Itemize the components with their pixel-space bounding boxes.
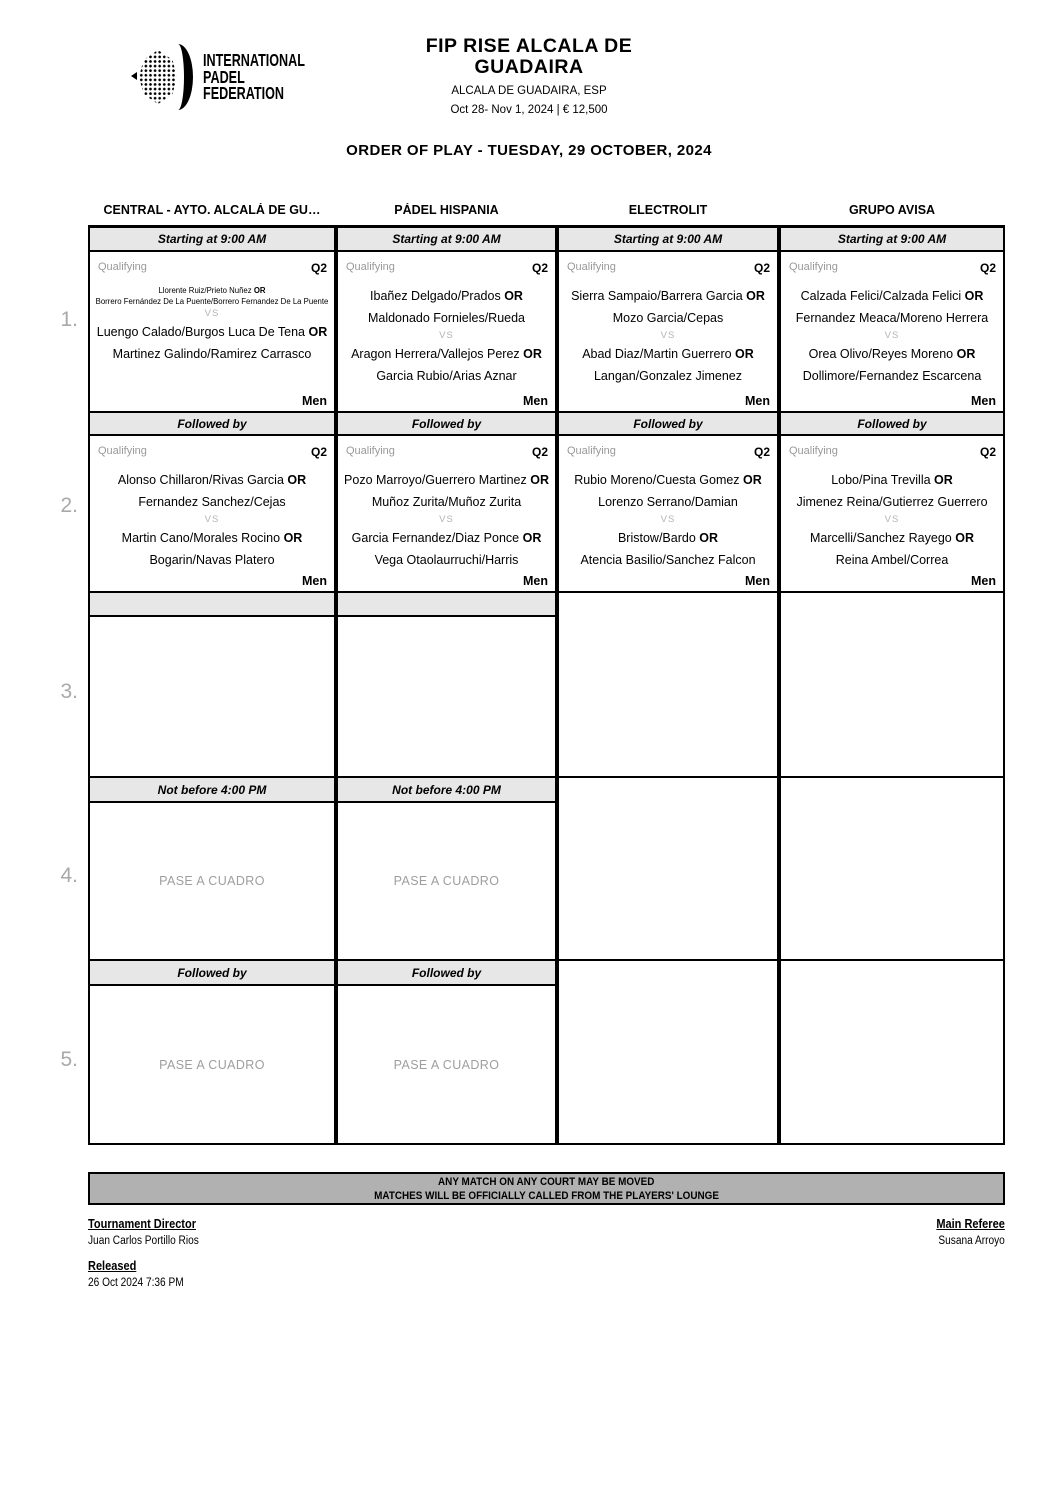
qualifying-label: Qualifying <box>346 261 395 273</box>
slot-header: Followed by <box>90 413 334 436</box>
team-line: Maldonado Fornieles/Rueda <box>367 311 526 325</box>
event-dates-prize: Oct 28- Nov 1, 2024 | € 12,500 <box>450 104 608 116</box>
empty-slot <box>781 593 1003 778</box>
team-line: Vega Otaolaurruchi/Harris <box>374 553 519 567</box>
round-label: Q2 <box>753 261 770 275</box>
vs-label: VS <box>884 514 900 525</box>
court-name: GRUPO AVISA <box>848 203 936 217</box>
page-footer <box>88 1172 1005 1297</box>
team-line: Luengo Calado/Burgos Luca De Tena OR <box>96 325 328 339</box>
team-line: Mozo Garcia/Cepas <box>612 311 724 325</box>
court-grid <box>557 225 779 1145</box>
category-label: Men <box>971 394 996 408</box>
team-line: Borrero Fernández De La Puente/Borrero Fernandez De La Puente <box>95 297 329 306</box>
team-line: Pozo Marroyo/Guerrero Martinez OR <box>344 473 549 487</box>
team-line: Marcelli/Sanchez Rayego OR <box>810 531 974 545</box>
match-cell <box>338 436 555 593</box>
row-number-2: 2. <box>60 494 78 517</box>
category-label: Men <box>523 574 548 588</box>
category-label: Men <box>302 574 327 588</box>
round-label: Q2 <box>531 261 548 275</box>
footer-right-block <box>937 1217 1005 1247</box>
team-line: Orea Olivo/Reyes Moreno OR <box>808 347 976 361</box>
event-title <box>299 36 759 78</box>
round-label: Q2 <box>310 445 327 459</box>
team-line: Sierra Sampaio/Barrera Garcia OR <box>571 289 765 303</box>
team-line: Fernandez Meaca/Moreno Herrera <box>795 311 989 325</box>
team-line: Langan/Gonzalez Jimenez <box>593 369 742 383</box>
empty-slot <box>559 593 777 778</box>
qualifying-label: Qualifying <box>567 445 616 457</box>
court-columns <box>88 203 1005 1145</box>
team-line: Garcia Rubio/Arias Aznar <box>376 369 517 383</box>
category-label: Men <box>302 394 327 408</box>
vs-label: VS <box>884 330 900 341</box>
slot-header-empty <box>338 593 555 617</box>
slot-header: Starting at 9:00 AM <box>559 228 777 252</box>
match-cell <box>781 252 1003 413</box>
court-grid <box>779 225 1005 1145</box>
round-label: Q2 <box>979 445 996 459</box>
slot-header-empty <box>90 593 334 617</box>
slot-header: Starting at 9:00 AM <box>90 228 334 252</box>
qualifying-label: Qualifying <box>789 445 838 457</box>
category-label: Men <box>971 574 996 588</box>
match-cell <box>781 436 1003 593</box>
vs-label: VS <box>439 330 454 341</box>
team-line: Atencia Basilio/Sanchez Falcon <box>580 553 756 567</box>
empty-slot <box>338 617 555 778</box>
team-line: Dollimore/Fernandez Escarcena <box>802 369 982 383</box>
qualifying-label: Qualifying <box>98 261 147 273</box>
logo-word-3: FEDERATION <box>203 83 284 104</box>
slot-header: Followed by <box>90 961 334 986</box>
team-line: Calzada Felici/Calzada Felici OR <box>800 289 984 303</box>
category-label: Men <box>745 394 770 408</box>
team-line: Muñoz Zurita/Muñoz Zurita <box>371 495 522 509</box>
vs-label: VS <box>660 514 676 525</box>
event-title-line2: GUADAIRA <box>474 56 584 78</box>
note-line-2: MATCHES WILL BE OFFICIALLY CALLED FROM THE PLAYERS' LOUNGE <box>374 1189 719 1202</box>
note-line-1: ANY MATCH ON ANY COURT MAY BE MOVED <box>438 1175 655 1188</box>
event-header <box>299 36 759 116</box>
match-cell <box>338 252 555 413</box>
team-line: Martin Cano/Morales Rocino OR <box>121 531 303 545</box>
order-of-play-title: ORDER OF PLAY - TUESDAY, 29 OCTOBER, 2024 <box>346 142 712 159</box>
pase-a-cuadro-slot: PASE A CUADRO <box>90 986 334 1143</box>
released-label: Released <box>88 1259 137 1273</box>
court-column-grupo-avisa <box>779 203 1005 1145</box>
logo-crescent-icon <box>163 44 193 110</box>
empty-slot <box>781 961 1003 1143</box>
logo-wordmark <box>203 52 305 102</box>
team-line: Bristow/Bardo OR <box>617 531 719 545</box>
row-number-3: 3. <box>60 680 78 703</box>
empty-slot <box>90 617 334 778</box>
team-line: Alonso Chillaron/Rivas Garcia OR <box>117 473 307 487</box>
team-line: Martinez Galindo/Ramirez Carrasco <box>112 347 312 361</box>
court-column-electrolit <box>557 203 779 1145</box>
empty-slot <box>781 778 1003 961</box>
category-label: Men <box>523 394 548 408</box>
team-line: Bogarin/Navas Platero <box>149 553 275 567</box>
category-label: Men <box>745 574 770 588</box>
vs-label: VS <box>204 514 220 525</box>
pase-a-cuadro-slot: PASE A CUADRO <box>90 803 334 961</box>
slot-header: Starting at 9:00 AM <box>338 228 555 252</box>
row-number-4: 4. <box>60 864 78 887</box>
round-label: Q2 <box>753 445 770 459</box>
team-line: Fernandez Sanchez/Cejas <box>138 495 286 509</box>
slot-header: Followed by <box>781 413 1003 436</box>
court-name: ELECTROLIT <box>628 203 708 217</box>
ipf-ball-icon <box>137 44 193 110</box>
team-line: Llorente Ruiz/Prieto Nuñez OR <box>158 286 266 295</box>
pase-a-cuadro-slot: PASE A CUADRO <box>338 986 555 1143</box>
team-line: Jimenez Reina/Gutierrez Guerrero <box>796 495 988 509</box>
team-line: Aragon Herrera/Vallejos Perez OR <box>351 347 542 361</box>
team-line: Abad Diaz/Martin Guerrero OR <box>582 347 754 361</box>
court-name: CENTRAL - AYTO. ALCALÁ DE GU… <box>103 203 321 217</box>
footer-left-block <box>88 1217 199 1289</box>
notes-banner <box>88 1172 1005 1205</box>
court-grid <box>88 225 336 1145</box>
released-datetime: 26 Oct 2024 7:36 PM <box>88 1277 184 1289</box>
tournament-director-label: Tournament Director <box>88 1217 196 1231</box>
match-cell <box>559 252 777 413</box>
main-referee-name: Susana Arroyo <box>938 1235 1005 1247</box>
match-cell <box>90 252 334 413</box>
qualifying-label: Qualifying <box>789 261 838 273</box>
match-cell <box>90 436 334 593</box>
court-grid <box>336 225 557 1145</box>
qualifying-label: Qualifying <box>346 445 395 457</box>
qualifying-label: Qualifying <box>567 261 616 273</box>
vs-label: VS <box>439 514 454 525</box>
pase-a-cuadro-slot: PASE A CUADRO <box>338 803 555 961</box>
slot-header: Followed by <box>338 413 555 436</box>
vs-label: VS <box>660 330 676 341</box>
slot-header: Not before 4:00 PM <box>90 778 334 803</box>
qualifying-label: Qualifying <box>98 445 147 457</box>
team-line: Garcia Fernandez/Diaz Ponce OR <box>351 531 542 545</box>
empty-slot <box>559 778 777 961</box>
empty-slot <box>559 961 777 1143</box>
round-label: Q2 <box>310 261 327 275</box>
team-line: Rubio Moreno/Cuesta Gomez OR <box>574 473 762 487</box>
logo-wedge-icon <box>131 72 137 80</box>
court-column-padel-hispania <box>336 203 557 1145</box>
team-line: Lobo/Pina Trevilla OR <box>831 473 953 487</box>
row-number-1: 1. <box>60 308 78 331</box>
court-column-central <box>88 203 336 1145</box>
schedule-table <box>88 203 1005 1145</box>
event-location: ALCALA DE GUADAIRA, ESP <box>451 85 607 97</box>
court-name: PÁDEL HISPANIA <box>394 203 499 217</box>
row-number-5: 5. <box>60 1048 78 1071</box>
event-title-line1: FIP RISE ALCALA DE <box>425 35 633 57</box>
tournament-director-name: Juan Carlos Portillo Rios <box>88 1235 199 1247</box>
logo-word-1: INTERNATIONAL <box>203 50 305 71</box>
slot-header: Followed by <box>559 413 777 436</box>
team-line: Ibañez Delgado/Prados OR <box>370 289 523 303</box>
team-line: Reina Ambel/Correa <box>835 553 949 567</box>
main-referee-label: Main Referee <box>936 1217 1005 1231</box>
round-label: Q2 <box>979 261 996 275</box>
round-label: Q2 <box>531 445 548 459</box>
slot-header: Starting at 9:00 AM <box>781 228 1003 252</box>
team-line: Lorenzo Serrano/Damian <box>598 495 738 509</box>
slot-header: Not before 4:00 PM <box>338 778 555 803</box>
match-cell <box>559 436 777 593</box>
logo-word-2: PADEL <box>203 66 245 87</box>
vs-label: VS <box>204 308 220 319</box>
slot-header: Followed by <box>338 961 555 986</box>
